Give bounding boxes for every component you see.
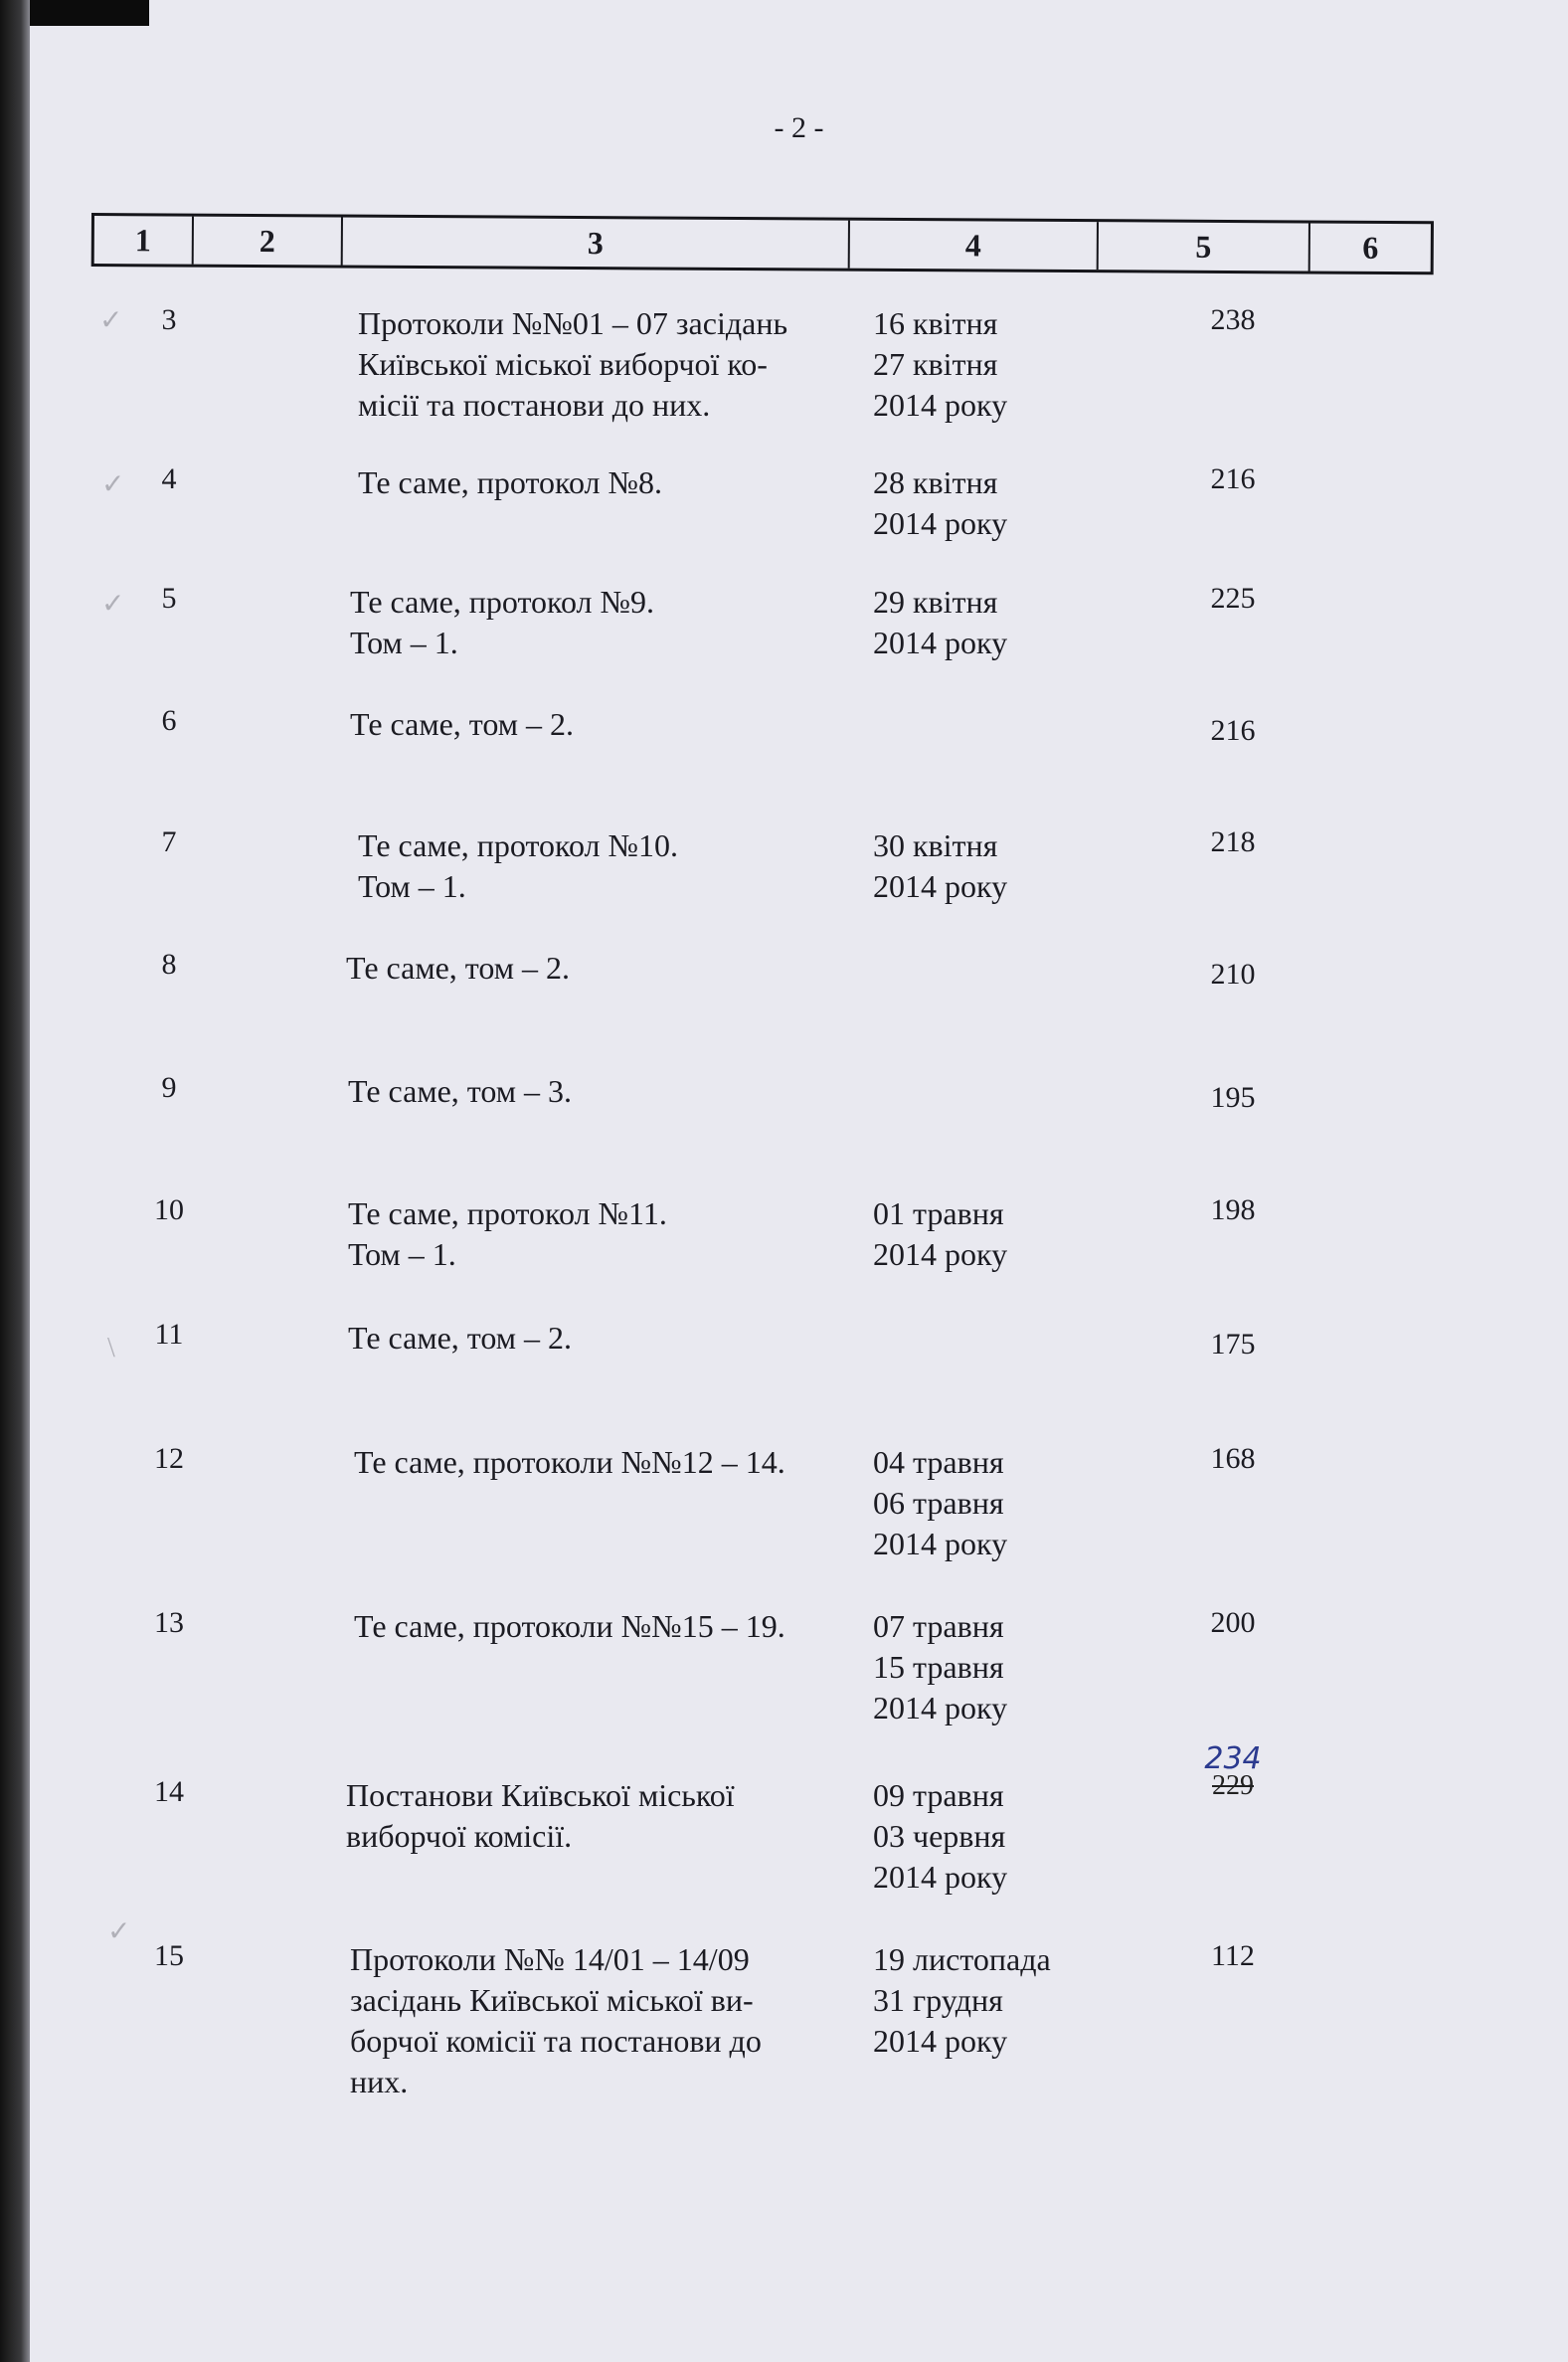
- row-title: [350, 582, 877, 663]
- header-col-4: 4: [850, 221, 1099, 271]
- header-col-1: 1: [94, 216, 194, 265]
- page-number: - 2 -: [774, 111, 824, 144]
- row-title: [346, 948, 873, 989]
- row-number: 6: [161, 704, 177, 737]
- title-line: Київської міської виборчої ко-: [358, 346, 768, 382]
- row-number: 15: [154, 1939, 184, 1972]
- date-line: 28 квітня: [873, 464, 998, 500]
- row-dates: [873, 1606, 1112, 1728]
- table-body: [30, 0, 1568, 2362]
- check-mark: ✓: [101, 469, 125, 500]
- date-line: 09 травня: [873, 1777, 1004, 1813]
- row-number: 8: [161, 948, 177, 981]
- check-mark: ✓: [101, 589, 125, 620]
- row-dates: [873, 1442, 1112, 1564]
- row-dates: [873, 303, 1112, 426]
- date-line: 16 квітня: [873, 305, 998, 341]
- row-number: 11: [154, 1318, 184, 1351]
- title-line: Протоколи №№01 – 07 засідань: [358, 305, 788, 341]
- row-dates: [873, 825, 1112, 907]
- date-line: 04 травня: [873, 1444, 1004, 1480]
- date-line: 06 травня: [873, 1485, 1004, 1521]
- date-line: 2014 року: [873, 1526, 1008, 1561]
- row-title: [348, 1071, 875, 1112]
- page-count: 175: [1210, 1328, 1256, 1361]
- date-line: 30 квітня: [873, 827, 998, 863]
- check-mark: ✓: [99, 305, 123, 336]
- row-number: 5: [161, 582, 177, 615]
- title-line: Том – 1.: [358, 868, 466, 904]
- date-line: 2014 року: [873, 868, 1008, 904]
- title-line: засідань Київської міської ви-: [350, 1982, 754, 2018]
- row-dates: [873, 462, 1112, 544]
- document-page: [30, 0, 1568, 2362]
- title-line: борчої комісії та постанови до: [350, 2023, 762, 2059]
- title-line: Те саме, протокол №9.: [350, 584, 655, 620]
- title-line: Те саме, протокол №11.: [348, 1195, 667, 1231]
- title-line: Те саме, том – 2.: [348, 1320, 572, 1356]
- title-line: Протоколи №№ 14/01 – 14/09: [350, 1941, 750, 1977]
- row-title: [354, 1442, 881, 1483]
- title-line: них.: [350, 2064, 409, 2099]
- date-line: 15 травня: [873, 1649, 1004, 1685]
- date-line: 29 квітня: [873, 584, 998, 620]
- row-dates: [873, 582, 1112, 663]
- date-line: 31 грудня: [873, 1982, 1003, 2018]
- row-dates: [873, 1193, 1112, 1275]
- page-count: 225: [1210, 582, 1256, 615]
- title-line: Том – 1.: [348, 1236, 456, 1272]
- header-col-2: 2: [194, 217, 343, 266]
- row-title: [346, 1775, 873, 1857]
- date-line: 27 квітня: [873, 346, 998, 382]
- title-line: Те саме, протоколи №№12 – 14.: [354, 1444, 785, 1480]
- row-number: 14: [154, 1775, 184, 1808]
- row-number: 7: [161, 825, 177, 858]
- page-count: 216: [1210, 462, 1256, 495]
- page-count: 198: [1210, 1193, 1256, 1226]
- row-title: [358, 825, 885, 907]
- page-count: 168: [1210, 1442, 1256, 1475]
- struck-page-count: 229: [1212, 1770, 1254, 1801]
- row-number: 9: [161, 1071, 177, 1104]
- page-count: 195: [1210, 1081, 1256, 1114]
- row-title: [358, 462, 885, 503]
- page-edge-shadow: [0, 0, 30, 2362]
- title-line: Постанови Київської міської: [346, 1777, 735, 1813]
- title-line: виборчої комісії.: [346, 1818, 573, 1854]
- row-title: [354, 1606, 881, 1647]
- date-line: 2014 року: [873, 625, 1008, 660]
- date-line: 03 червня: [873, 1818, 1006, 1854]
- date-line: 19 листопада: [873, 1941, 1051, 1977]
- page-count: 200: [1210, 1606, 1256, 1639]
- page-count: 218: [1210, 825, 1256, 858]
- page-count: 112: [1211, 1939, 1255, 1972]
- title-line: Те саме, том – 3.: [348, 1073, 572, 1109]
- row-dates: [873, 1775, 1112, 1898]
- row-title: [350, 704, 877, 745]
- row-number: 10: [154, 1193, 184, 1226]
- row-number: 3: [161, 303, 177, 336]
- corrected-page-count: [1173, 1741, 1293, 1801]
- title-line: Те саме, протокол №8.: [358, 464, 663, 500]
- date-line: 2014 року: [873, 2023, 1008, 2059]
- row-title: [358, 303, 885, 426]
- date-line: 2014 року: [873, 1236, 1008, 1272]
- page-count: 210: [1210, 958, 1256, 991]
- title-line: Том – 1.: [350, 625, 458, 660]
- header-col-6: 6: [1362, 229, 1379, 266]
- handwritten-correction: 234: [1204, 1741, 1262, 1776]
- title-line: Те саме, том – 2.: [350, 706, 574, 742]
- title-line: місії та постанови до них.: [358, 387, 711, 423]
- date-line: 2014 року: [873, 1690, 1008, 1726]
- date-line: 2014 року: [873, 1859, 1008, 1895]
- title-line: Те саме, протокол №10.: [358, 827, 679, 863]
- row-title: [348, 1193, 875, 1275]
- date-line: 2014 року: [873, 387, 1008, 423]
- date-line: 2014 року: [873, 505, 1008, 541]
- row-title: [348, 1318, 875, 1359]
- check-mark: \: [107, 1333, 115, 1363]
- title-line: Те саме, том – 2.: [346, 950, 570, 986]
- row-title: [350, 1939, 877, 2102]
- row-number: 4: [161, 462, 177, 495]
- row-number: 13: [154, 1606, 184, 1639]
- header-col-5: 5: [1099, 222, 1310, 271]
- row-dates: [873, 1939, 1112, 2062]
- title-line: Те саме, протоколи №№15 – 19.: [354, 1608, 785, 1644]
- page-count: 216: [1210, 714, 1256, 747]
- header-col-3: 3: [343, 218, 850, 269]
- page-count: 238: [1210, 303, 1256, 336]
- row-number: 12: [154, 1442, 184, 1475]
- check-mark: ✓: [107, 1916, 131, 1947]
- date-line: 01 травня: [873, 1195, 1004, 1231]
- date-line: 07 травня: [873, 1608, 1004, 1644]
